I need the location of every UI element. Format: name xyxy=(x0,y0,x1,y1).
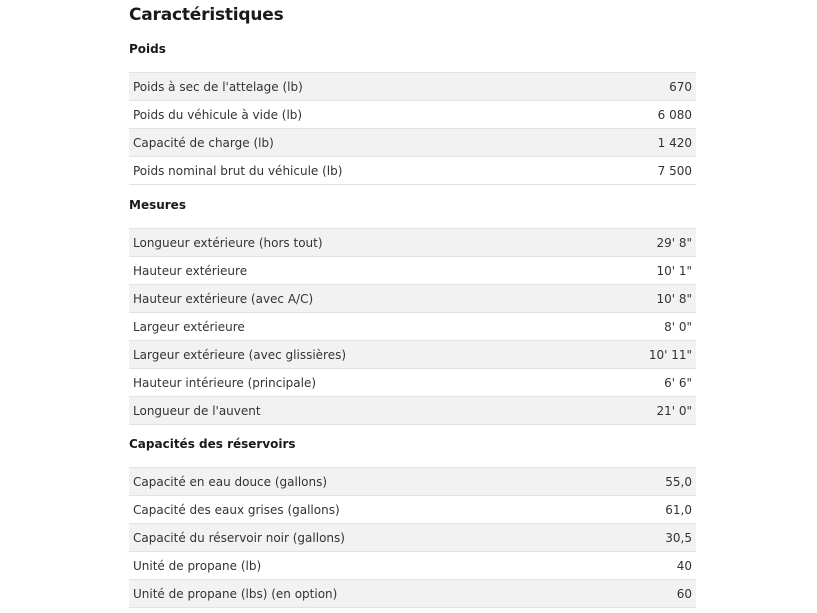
spec-label: Hauteur extérieure xyxy=(129,257,568,285)
spec-value: 30,5 xyxy=(568,524,696,552)
table-row xyxy=(129,157,696,185)
section-reservoirs xyxy=(129,436,692,601)
spec-label: Hauteur intérieure (principale) xyxy=(129,369,568,397)
table-row xyxy=(129,129,696,157)
spec-value: 6' 6" xyxy=(568,369,696,397)
table-row xyxy=(129,369,696,397)
table-row xyxy=(129,229,696,257)
table-row xyxy=(129,73,696,101)
section-title: Mesures xyxy=(129,198,186,212)
tank-capacities-table xyxy=(129,467,696,608)
table-row xyxy=(129,580,696,608)
spec-value: 55,0 xyxy=(568,468,696,496)
table-row xyxy=(129,468,696,496)
spec-value: 10' 1" xyxy=(568,257,696,285)
spec-label: Capacité en eau douce (gallons) xyxy=(129,468,568,496)
table-row xyxy=(129,101,696,129)
spec-label: Poids du véhicule à vide (lb) xyxy=(129,101,568,129)
spec-label: Unité de propane (lb) xyxy=(129,552,568,580)
spec-label: Capacité des eaux grises (gallons) xyxy=(129,496,568,524)
spec-value: 29' 8" xyxy=(568,229,696,257)
spec-label: Unité de propane (lbs) (en option) xyxy=(129,580,568,608)
table-row xyxy=(129,341,696,369)
spec-value: 8' 0" xyxy=(568,313,696,341)
spec-label: Capacité de charge (lb) xyxy=(129,129,568,157)
table-row xyxy=(129,552,696,580)
spec-label: Largeur extérieure xyxy=(129,313,568,341)
spec-label: Poids nominal brut du véhicule (lb) xyxy=(129,157,568,185)
spec-value: 7 500 xyxy=(568,157,696,185)
spec-value: 670 xyxy=(568,73,696,101)
page-title: Caractéristiques xyxy=(129,5,284,25)
measurements-table xyxy=(129,228,696,425)
spec-value: 10' 8" xyxy=(568,285,696,313)
table-row xyxy=(129,524,696,552)
spec-value: 10' 11" xyxy=(568,341,696,369)
spec-value: 6 080 xyxy=(568,101,696,129)
spec-label: Capacité du réservoir noir (gallons) xyxy=(129,524,568,552)
spec-value: 1 420 xyxy=(568,129,696,157)
weight-table xyxy=(129,72,696,185)
table-row xyxy=(129,285,696,313)
section-poids xyxy=(129,41,692,178)
spec-label: Poids à sec de l'attelage (lb) xyxy=(129,73,568,101)
spec-value: 61,0 xyxy=(568,496,696,524)
spec-value: 40 xyxy=(568,552,696,580)
table-row xyxy=(129,313,696,341)
spec-label: Longueur de l'auvent xyxy=(129,397,568,425)
spec-value: 60 xyxy=(568,580,696,608)
section-title: Capacités des réservoirs xyxy=(129,437,296,451)
spec-label: Hauteur extérieure (avec A/C) xyxy=(129,285,568,313)
spec-value: 21' 0" xyxy=(568,397,696,425)
specifications-panel xyxy=(129,0,696,601)
table-row xyxy=(129,496,696,524)
table-row xyxy=(129,397,696,425)
section-title: Poids xyxy=(129,42,166,56)
spec-label: Largeur extérieure (avec glissières) xyxy=(129,341,568,369)
table-row xyxy=(129,257,696,285)
spec-label: Longueur extérieure (hors tout) xyxy=(129,229,568,257)
section-mesures xyxy=(129,197,692,418)
